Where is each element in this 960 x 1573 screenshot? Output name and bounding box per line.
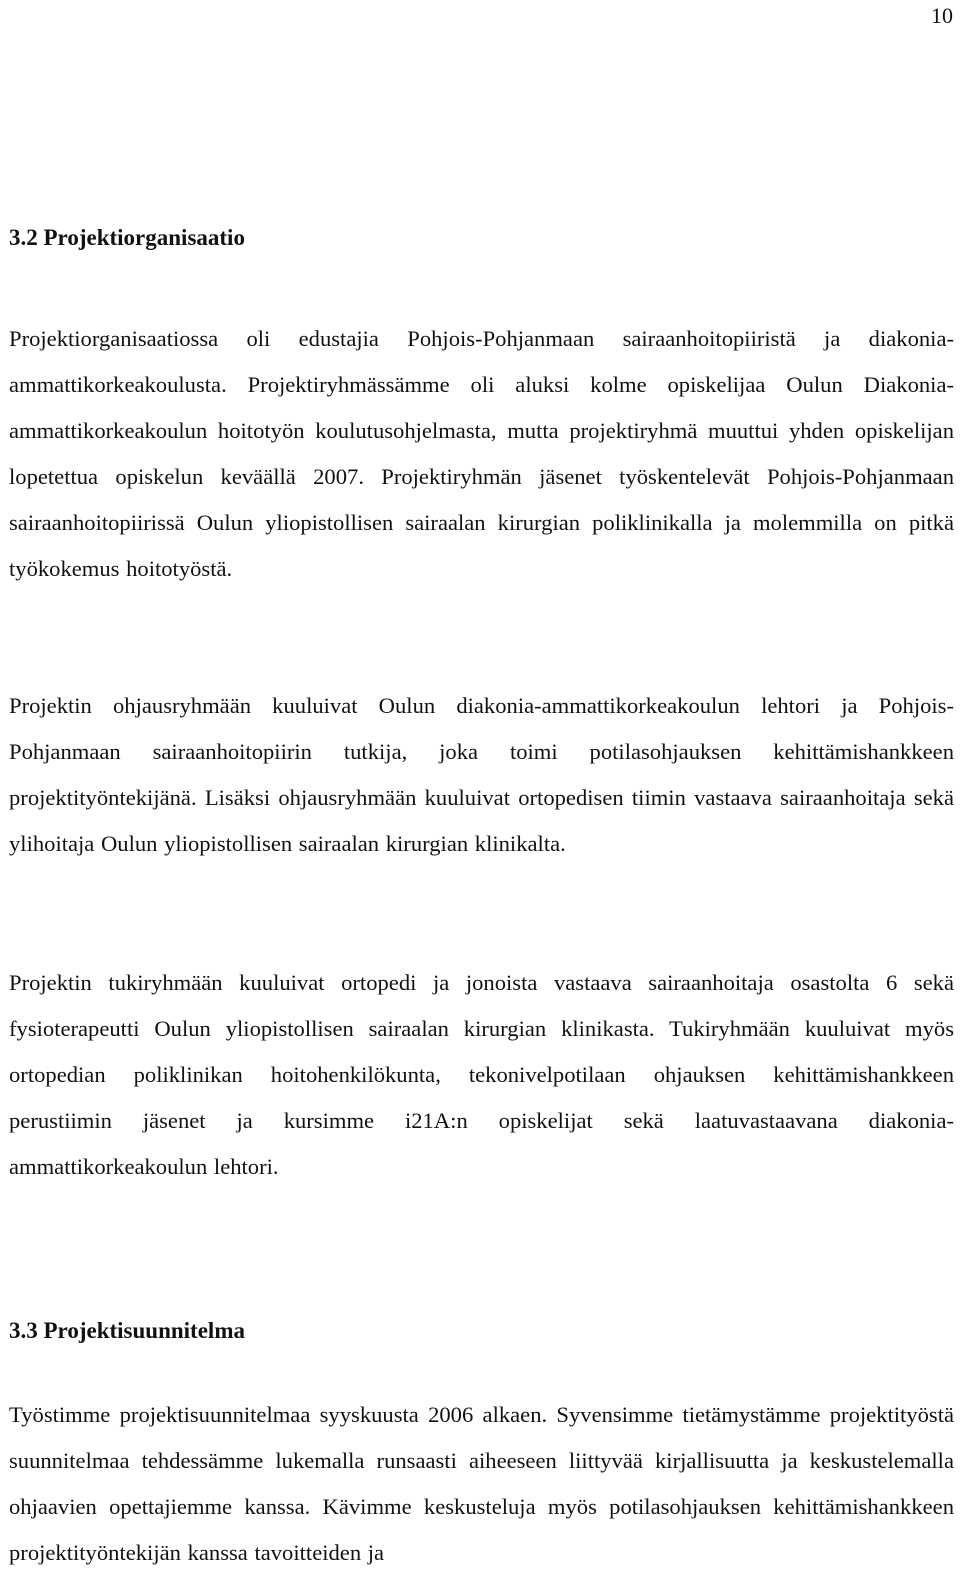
page-number: 10 xyxy=(931,3,953,28)
paragraph-support-group: Projektin tukiryhmään kuuluivat ortopedi ja jonoista vastaava sairaanhoitaja osastolta 6 sekä fysioterapeutti Oulun yliopistollisen sairaalan kirurgian klinikasta. Tukiryhmään kuuluivat myös ortopedian poliklinikan hoitohenkilökunta, tekonivelpotilaan ohjauksen kehittämishankkeen perustiimin jäsenet ja kursimme i21A:n opiskelijat sekä laatuvastaavana diakonia-ammattikorkeakoulun lehtori. xyxy=(9,970,954,1179)
section-heading-projektisuunnitelma: 3.3 Projektisuunnitelma xyxy=(9,1318,245,1343)
paragraph-steering-group: Projektin ohjausryhmään kuuluivat Oulun diakonia-ammattikorkeakoulun lehtori ja Pohjois-Pohjanmaan sairaanhoitopiirin tutkija, joka toimi potilasohjauksen kehittämishankkeen projektityöntekijänä. Lisäksi ohjausryhmään kuuluivat ortopedisen tiimin vastaava sairaanhoitaja sekä ylihoitaja Oulun yliopistollisen sairaalan kirurgian klinikalta. xyxy=(9,693,954,856)
paragraph-project-plan: Työstimme projektisuunnitelmaa syyskuusta 2006 alkaen. Syvensimme tietämystämme projektityöstä suunnitelmaa tehdessämme lukemalla runsaasti aiheeseen liittyvää kirjallisuutta ja keskustelemalla ohjaavien opettajiemme kanssa. Kävimme keskusteluja myös potilasohjauksen kehittämishankkeen projektityöntekijän kanssa tavoitteiden ja xyxy=(9,1402,954,1565)
paragraph-organisation: Projektiorganisaatiossa oli edustajia Pohjois-Pohjanmaan sairaanhoitopiiristä ja diakonia-ammattikorkeakoulusta. Projektiryhmässämme oli aluksi kolme opiskelijaa Oulun Diakonia-ammattikorkeakoulun hoitotyön koulutusohjelmasta, mutta projektiryhmä muuttui yhden opiskelijan lopetettua opiskelun keväällä 2007. Projektiryhmän jäsenet työskentelevät Pohjois-Pohjanmaan sairaanhoitopiirissä Oulun yliopistollisen sairaalan kirurgian poliklinikalla ja molemmilla on pitkä työkokemus hoitotyöstä. xyxy=(9,326,954,581)
section-heading-projektiorganisaatio: 3.2 Projektiorganisaatio xyxy=(9,225,245,250)
